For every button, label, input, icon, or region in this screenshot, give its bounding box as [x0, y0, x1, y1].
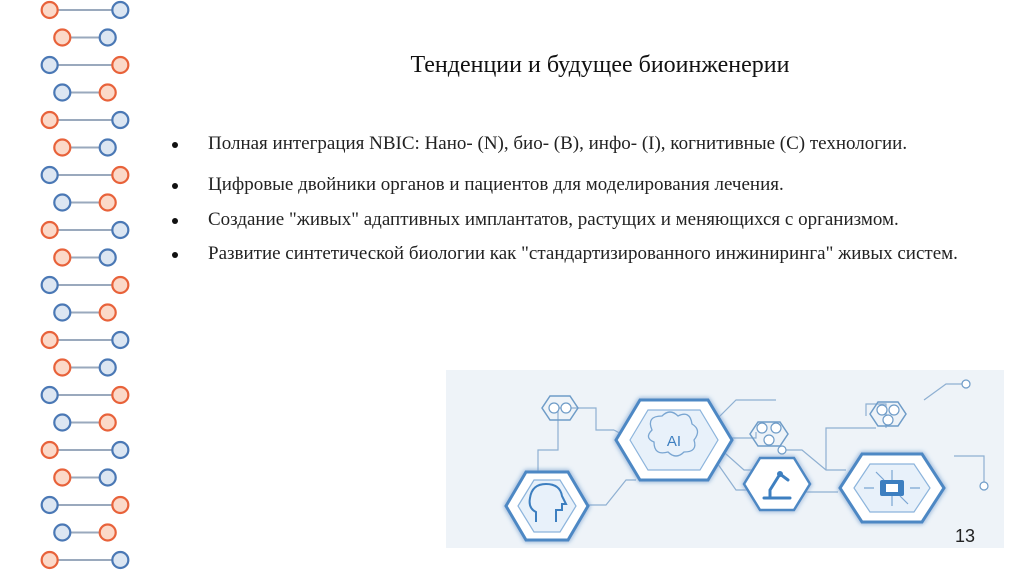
- dna-node: [100, 305, 116, 321]
- dna-node: [54, 470, 70, 486]
- microchip-icon: [840, 454, 944, 522]
- dna-node: [54, 250, 70, 266]
- dna-node: [112, 167, 128, 183]
- dna-node: [112, 332, 128, 348]
- slide-title: Тенденции и будущее биоинженерии: [410, 52, 790, 78]
- dna-node: [42, 497, 58, 513]
- dna-node: [42, 552, 58, 568]
- dna-node: [42, 222, 58, 238]
- bullet-text: Полная интеграция NBIC: Нано- (N), био- (B), инфо- (I), когнитивные (C) технологии.: [208, 133, 908, 154]
- page-number: 13: [955, 526, 976, 546]
- bullet-text: Развитие синтетической биологии как "стандартизированного инжиниринга" живых систем.: [208, 243, 958, 264]
- dna-node: [42, 387, 58, 403]
- dna-node: [100, 140, 116, 156]
- dna-node: [42, 57, 58, 73]
- dna-node: [42, 277, 58, 293]
- dna-node: [100, 525, 116, 541]
- dna-node: [100, 250, 116, 266]
- dna-node: [42, 332, 58, 348]
- ai-label: AI: [666, 433, 682, 450]
- bullet-dot: [172, 252, 178, 258]
- bullet-item: [172, 242, 1022, 266]
- dna-node: [112, 2, 128, 18]
- dna-node: [42, 112, 58, 128]
- dna-node: [112, 57, 128, 73]
- bullet-dot: [172, 142, 178, 148]
- dna-node: [42, 167, 58, 183]
- dna-node: [54, 85, 70, 101]
- dna-node: [54, 140, 70, 156]
- dna-node: [54, 30, 70, 46]
- ai-brain-icon: [616, 400, 732, 480]
- dna-node: [54, 305, 70, 321]
- dna-node: [112, 552, 128, 568]
- dna-node: [54, 195, 70, 211]
- dna-node: [100, 85, 116, 101]
- bullet-item: [172, 173, 1022, 197]
- dna-node: [54, 360, 70, 376]
- dna-node: [54, 525, 70, 541]
- bullet-item: [172, 132, 1022, 156]
- dna-node: [100, 360, 116, 376]
- network-diagram: [446, 370, 1004, 548]
- dna-node: [100, 30, 116, 46]
- tech-network-illustration: [446, 370, 1004, 548]
- head-profile-icon: [506, 472, 588, 540]
- dna-node: [112, 497, 128, 513]
- dna-helix-decoration: [0, 0, 160, 574]
- bullet-text: Создание "живых" адаптивных имплантатов, растущих и меняющихся с организмом.: [208, 209, 899, 230]
- dna-node: [42, 442, 58, 458]
- bullet-text: Цифровые двойники органов и пациентов для моделирования лечения.: [208, 174, 784, 195]
- dna-node: [112, 222, 128, 238]
- bullet-dot: [172, 218, 178, 224]
- dna-node: [112, 387, 128, 403]
- bullet-dot: [172, 183, 178, 189]
- bullet-item: [172, 208, 1022, 232]
- bullet-list: [172, 132, 1022, 266]
- dna-node: [112, 442, 128, 458]
- robot-arm-icon: [744, 458, 810, 510]
- dna-node: [100, 470, 116, 486]
- dna-node: [54, 415, 70, 431]
- dna-node: [100, 195, 116, 211]
- dna-node: [112, 112, 128, 128]
- dna-node: [100, 415, 116, 431]
- dna-node: [42, 2, 58, 18]
- dna-node: [112, 277, 128, 293]
